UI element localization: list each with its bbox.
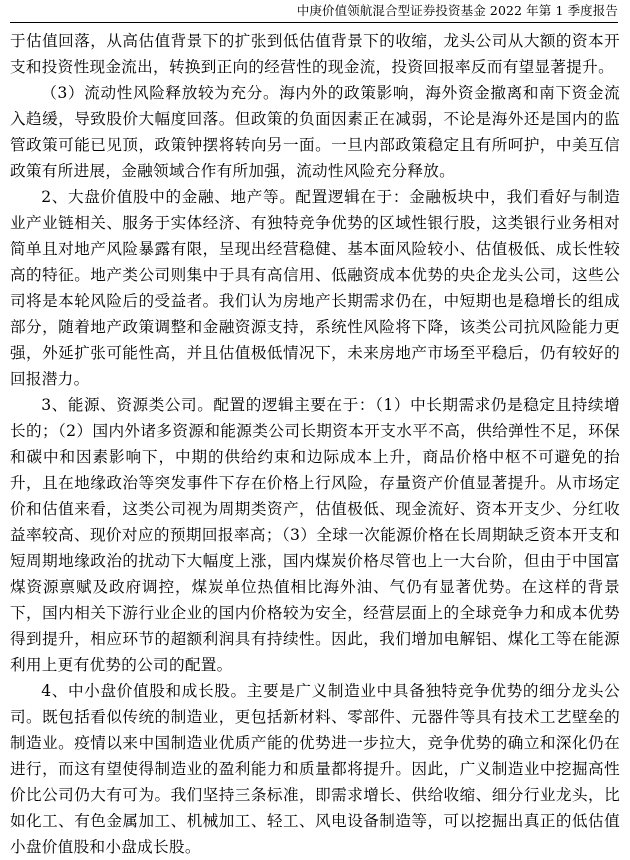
report-body: [10, 28, 620, 860]
paragraph-large-cap-value: 2、大盘价值股中的金融、地产等。配置逻辑在于：金融板块中，我们看好与制造业产业链相关、服务于实体经济、有独特竞争优势的区域性银行股，这类银行业务相对简单且对地产风险暴露有限，呈现出经营稳健、基本面风险较小、估值极低、成长性较高的特征。地产类公司则集中于具有高信用、低融资成本优势的央企龙头公司，这些公司将是本轮风险后的受益者。我们认为房地产长期需求仍在，中短期也是稳增长的组成部分，随着地产政策调整和金融资源支持，系统性风险将下降，该类公司抗风险能力更强，外延扩张可能性高，并且估值极低情况下，未来房地产市场至平稳后，仍有较好的回报潜力。: [10, 188, 620, 388]
report-title: 中庚价值领航混合型证券投资基金 2022 年第 1 季度报告: [296, 3, 618, 18]
paragraph-liquidity-risk: （3）流动性风险释放较为充分。海内外的政策影响，海外资金撤离和南下资金流入趋缓，导致股价大幅度回落。但政策的负面因素正在减弱，不论是海外还是国内的监管政策可能已见顶，政策钟摆将转向另一面。一旦内部政策稳定且有所呵护，中美互信政策有所进展，金融领域合作有所加强，流动性风险充分释放。: [10, 84, 620, 180]
paragraph-small-mid-cap: 4、中小盘价值股和成长股。主要是广义制造业中具备独特竞争优势的细分龙头公司。既包括看似传统的制造业，更包括新材料、零部件、元器件等具有技术工艺壁垒的制造业。疫情以来中国制造业优质产能的优势进一步拉大，竞争优势的确立和深化仍在进行，而这有望使得制造业的盈利能力和质量都将提升。因此，广义制造业中挖掘高性价比公司仍大有可为。我们坚持三条标准，即需求增长、供给收缩、细分行业龙头，比如化工、有色金属加工、机械加工、轻工、风电设备制造等，可以挖掘出真正的低估值小盘价值股和小盘成长股。: [10, 682, 620, 856]
paragraph-valuation-continued: 于估值回落，从高估值背景下的扩张到低估值背景下的收缩，龙头公司从大额的资本开支和投资性现金流出，转换到正向的经营性的现金流，投资回报率反而有望显著提升。: [10, 32, 620, 76]
paragraph-energy-resources: 3、能源、资源类公司。配置的逻辑主要在于：（1）中长期需求仍是稳定且持续增长的；（2）国内外诸多资源和能源类公司长期资本开支水平不高，供给弹性不足，环保和碳中和因素影响下，中期的供给约束和边际成本上升，商品价格中枢不可避免的抬升，且在地缘政治等突发事件下存在价格上行风险，存量资产价值显著提升。从市场定价和估值来看，这类公司视为周期类资产，估值极低、现金流好、资本开支少、分红收益率较高、现价对应的预期回报率高；（3）全球一次能源价格在长周期缺乏资本开支和短周期地缘政治的扰动下大幅度上涨，国内煤炭价格尽管也上一大台阶，但由于中国富煤资源禀赋及政府调控，煤炭单位热值相比海外油、气仍有显著优势。在这样的背景下，国内相关下游行业企业的国内价格较为安全，经营层面上的全球竞争力和成本优势得到提升，相应环节的超额利润具有持续性。因此，我们增加电解铝、煤化工等在能源利用上更有优势的公司的配置。: [10, 396, 620, 674]
page-header: [10, 0, 618, 23]
